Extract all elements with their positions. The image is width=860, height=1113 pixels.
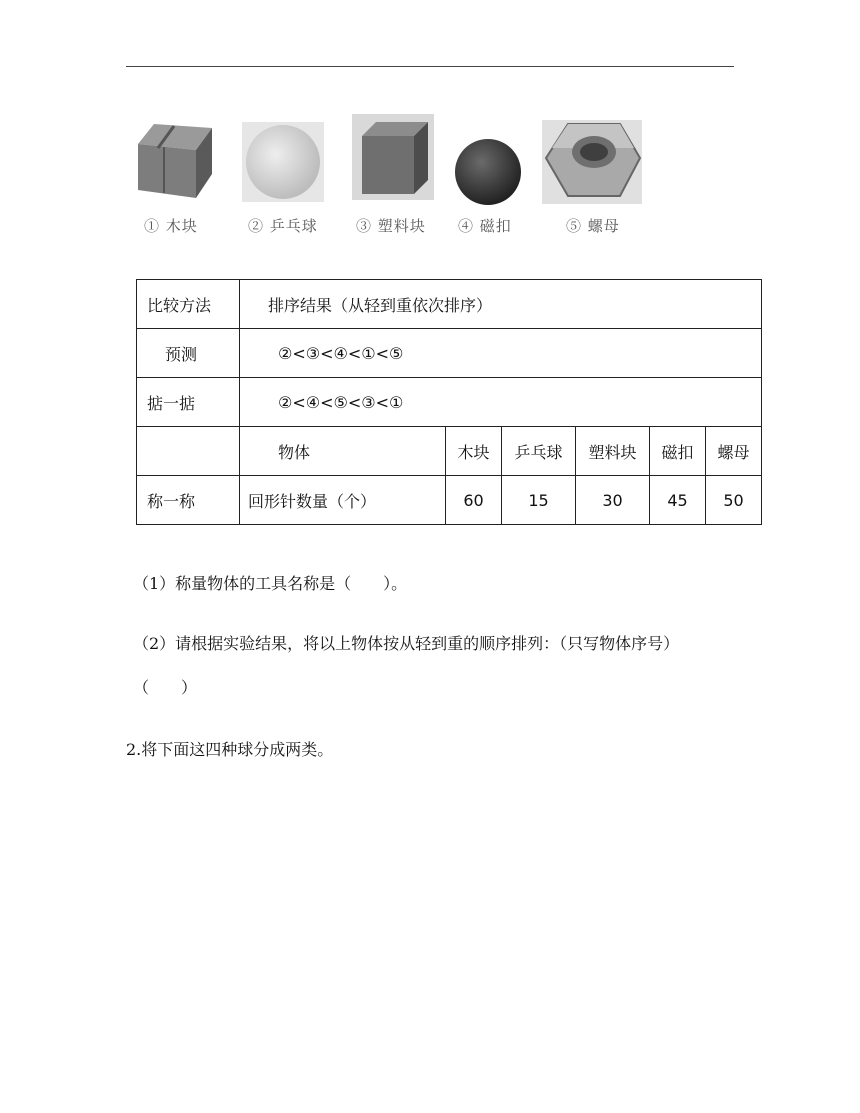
object-caption: ① 木块 [144,217,198,235]
table-cell: 60 [446,476,502,525]
wood-block-icon [134,118,214,200]
table-row [137,329,762,378]
object-photos [126,110,686,245]
table-cell [137,427,240,476]
table-row [137,280,762,329]
object-caption: ⑤ 螺母 [566,217,620,235]
magnet-button-icon [454,138,522,206]
ping-pong-ball-photo [242,122,324,235]
table-cell: 木块 [446,427,502,476]
table-row [137,378,762,427]
table-cell: 比较方法 [137,280,240,329]
table-cell: 15 [502,476,576,525]
nut-photo [542,120,642,235]
question-2-blank: （ ） [133,678,198,697]
table-cell: 预测 [137,329,240,378]
object-caption: ④ 磁扣 [458,217,512,235]
experiment-table [136,279,762,525]
next-question: 2.将下面这四种球分成两类。 [126,740,334,759]
magnet-button-photo [454,138,522,235]
table-cell: 50 [706,476,762,525]
table-row [137,476,762,525]
table-cell: ②<③<④<①<⑤ [240,329,762,378]
table-cell: 排序结果（从轻到重依次排序） [240,280,762,329]
table-cell: 磁扣 [650,427,706,476]
page-rule [126,66,734,67]
table-cell: 掂一掂 [137,378,240,427]
plastic-block-icon [352,114,434,200]
object-caption: ③ 塑料块 [356,217,426,235]
plastic-block-photo [352,114,434,235]
object-caption: ② 乒乓球 [248,217,318,235]
table-cell: 回形针数量（个） [240,476,446,525]
question-1: （1）称量物体的工具名称是（ ）。 [133,574,408,593]
nut-icon [542,120,642,204]
table-cell: 乒乓球 [502,427,576,476]
wood-block-photo [134,118,214,235]
table-row [137,427,762,476]
question-2: （2）请根据实验结果，将以上物体按从轻到重的顺序排列：（只写物体序号） [133,634,680,653]
table-cell: 物体 [240,427,446,476]
table-cell: 45 [650,476,706,525]
ping-pong-ball-icon [242,122,324,202]
table-cell: 称一称 [137,476,240,525]
table-cell: 螺母 [706,427,762,476]
table-cell: 塑料块 [576,427,650,476]
table-cell: 30 [576,476,650,525]
table-cell: ②<④<⑤<③<① [240,378,762,427]
